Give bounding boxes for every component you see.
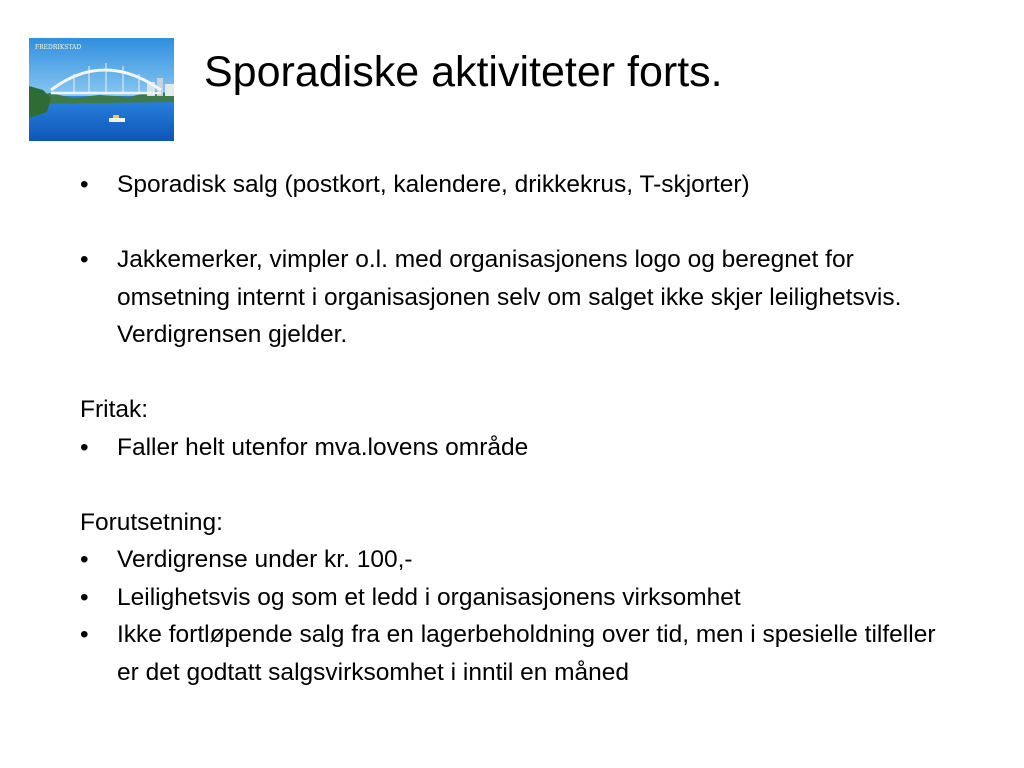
section-heading-fritak: Fritak: [80, 396, 149, 423]
list-item [80, 541, 960, 579]
list-item [80, 579, 960, 617]
bullet-icon: • [80, 246, 89, 273]
section-heading-forutsetning: Forutsetning: [80, 508, 223, 536]
bridge-photo-icon [29, 38, 174, 141]
list-item [80, 616, 960, 691]
slide-title: Sporadiske aktiviteter forts. [204, 48, 723, 96]
bullet-icon: • [80, 433, 89, 461]
photo-caption: FREDRIKSTAD [35, 44, 82, 51]
list-item [80, 241, 960, 354]
bullet-icon: • [80, 583, 89, 611]
bullet-icon: • [80, 621, 89, 648]
list-item-text: Sporadisk salg (postkort, kalendere, drikkekrus, T-skjorter) [117, 171, 750, 198]
slide-body [80, 166, 960, 691]
list-item-text: Ikke fortløpende salg fra en lagerbeholdning over tid, men i spesielle tilfeller er det godtatt salgsvirksomhet i inntil en måned [117, 621, 936, 686]
spacer [80, 354, 960, 392]
bullet-icon: • [80, 546, 89, 573]
list-item-text: Verdigrense under kr. 100,- [117, 546, 413, 573]
spacer [80, 466, 960, 504]
list-item [80, 166, 960, 204]
list-item-text: Leilighetsvis og som et ledd i organisasjonens virksomhet [117, 583, 741, 611]
list-item [80, 429, 960, 467]
list-item-text: Jakkemerker, vimpler o.l. med organisasjonens logo og beregnet for omsetning internt i organisasjonen selv om salget ikke skjer leilighetsvis. Verdigrensen gjelder. [117, 246, 902, 348]
spacer [80, 204, 960, 242]
bridge-photo [29, 38, 174, 141]
bullet-icon: • [80, 171, 89, 198]
list-item-text: Faller helt utenfor mva.lovens område [117, 433, 529, 461]
